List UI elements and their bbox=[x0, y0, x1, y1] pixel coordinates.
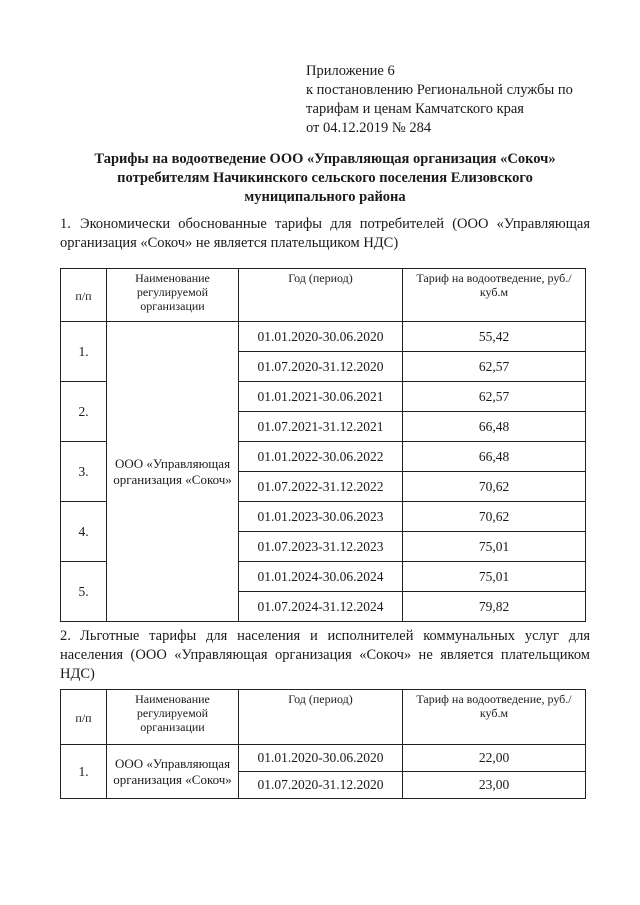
appendix-line: тарифам и ценам Камчатского края bbox=[306, 101, 524, 117]
header-tariff: Тариф на водоотведение, руб./куб.м bbox=[403, 269, 586, 322]
tariff-cell: 66,48 bbox=[403, 442, 586, 472]
appendix-line: от 04.12.2019 № 284 bbox=[306, 120, 432, 136]
tariff-cell: 23,00 bbox=[403, 772, 586, 799]
tariff-cell: 22,00 bbox=[403, 745, 586, 772]
header-period: Год (период) bbox=[239, 269, 403, 322]
period-cell: 01.01.2021-30.06.2021 bbox=[239, 382, 403, 412]
tariff-cell: 70,62 bbox=[403, 472, 586, 502]
row-number: 3. bbox=[61, 442, 107, 502]
section-2-heading bbox=[60, 627, 590, 684]
period-cell: 01.07.2024-31.12.2024 bbox=[239, 592, 403, 622]
appendix-header bbox=[306, 62, 573, 138]
title-line: Тарифы на водоотведение ООО «Управляющая организация «Сокоч» bbox=[94, 151, 556, 167]
tariff-cell: 75,01 bbox=[403, 562, 586, 592]
tariff-cell: 70,62 bbox=[403, 502, 586, 532]
header-period: Год (период) bbox=[239, 690, 403, 745]
section-1-heading bbox=[60, 215, 590, 253]
row-number: 5. bbox=[61, 562, 107, 622]
tariff-cell: 75,01 bbox=[403, 532, 586, 562]
period-cell: 01.01.2020-30.06.2020 bbox=[239, 322, 403, 352]
period-cell: 01.07.2021-31.12.2021 bbox=[239, 412, 403, 442]
table-row bbox=[61, 322, 586, 352]
header-np: п/п bbox=[61, 690, 107, 745]
section-text: Экономически обоснованные тарифы для потребителей (ООО «Управляющая организация «Сокоч» не является плательщиком НДС) bbox=[60, 216, 590, 251]
table-header-row bbox=[61, 690, 586, 745]
tariff-cell: 62,57 bbox=[403, 352, 586, 382]
table-row bbox=[61, 745, 586, 772]
title-line: потребителям Начикинского сельского поселения Елизовского bbox=[117, 170, 533, 186]
row-number: 4. bbox=[61, 502, 107, 562]
title-line: муниципального района bbox=[244, 189, 406, 205]
organization-cell: ООО «Управляющая организация «Сокоч» bbox=[107, 322, 239, 622]
period-cell: 01.01.2024-30.06.2024 bbox=[239, 562, 403, 592]
header-organization: Наименование регулируемой организации bbox=[107, 690, 239, 745]
header-np: п/п bbox=[61, 269, 107, 322]
appendix-line: к постановлению Региональной службы по bbox=[306, 82, 573, 98]
section-text: Льготные тарифы для населения и исполнителей коммунальных услуг для населения (ООО «Управляющая организация «Сокоч» не является плательщиком НДС) bbox=[60, 628, 590, 682]
row-number: 2. bbox=[61, 382, 107, 442]
section-number: 1. bbox=[60, 216, 71, 232]
tariff-cell: 79,82 bbox=[403, 592, 586, 622]
tariff-cell: 55,42 bbox=[403, 322, 586, 352]
section-number: 2. bbox=[60, 628, 71, 644]
row-number: 1. bbox=[61, 745, 107, 799]
table-header-row bbox=[61, 269, 586, 322]
tariff-table-economic bbox=[60, 268, 586, 622]
row-number: 1. bbox=[61, 322, 107, 382]
tariff-cell: 66,48 bbox=[403, 412, 586, 442]
period-cell: 01.07.2020-31.12.2020 bbox=[239, 352, 403, 382]
header-organization: Наименование регулируемой организации bbox=[107, 269, 239, 322]
period-cell: 01.01.2020-30.06.2020 bbox=[239, 745, 403, 772]
period-cell: 01.07.2020-31.12.2020 bbox=[239, 772, 403, 799]
appendix-line: Приложение 6 bbox=[306, 63, 395, 79]
header-tariff: Тариф на водоотведение, руб./куб.м bbox=[403, 690, 586, 745]
tariff-table-preferential bbox=[60, 689, 586, 799]
tariff-cell: 62,57 bbox=[403, 382, 586, 412]
period-cell: 01.07.2023-31.12.2023 bbox=[239, 532, 403, 562]
document-title bbox=[60, 150, 590, 207]
period-cell: 01.01.2023-30.06.2023 bbox=[239, 502, 403, 532]
period-cell: 01.07.2022-31.12.2022 bbox=[239, 472, 403, 502]
period-cell: 01.01.2022-30.06.2022 bbox=[239, 442, 403, 472]
organization-cell: ООО «Управляющая организация «Сокоч» bbox=[107, 745, 239, 799]
